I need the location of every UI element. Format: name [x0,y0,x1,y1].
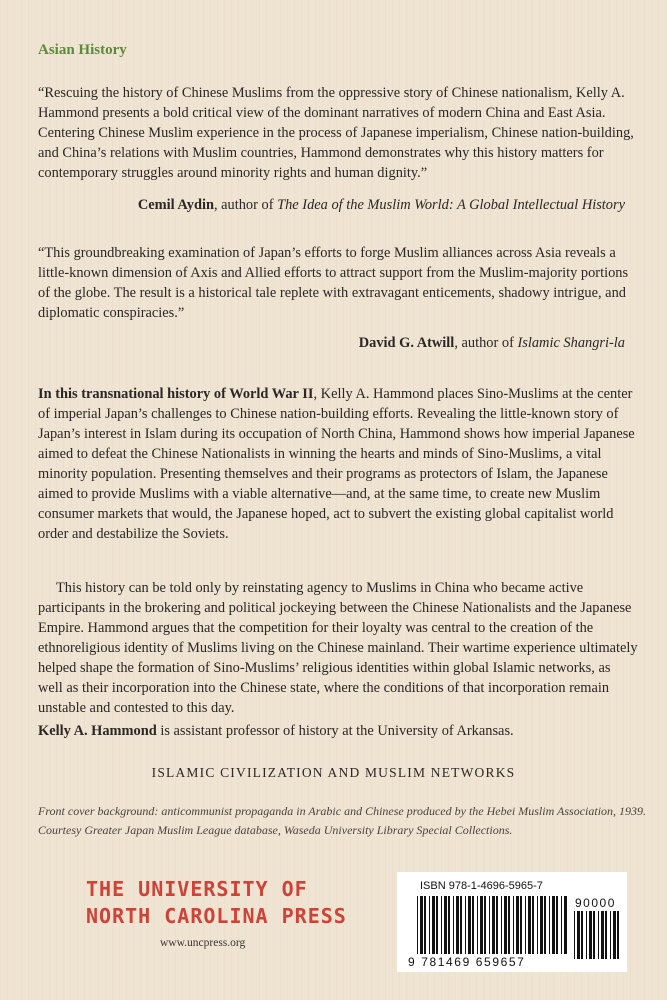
barcode-bar [429,896,430,954]
barcode-bar [444,896,447,954]
barcode-bar [601,911,604,959]
barcode-bar [613,911,616,959]
endorser-book-title: Islamic Shangri-la [517,335,625,351]
barcode-bar [468,896,471,954]
barcode-bar [480,896,483,954]
barcode-bar [577,911,580,959]
description-lead: In this transnational history of World War II [38,386,314,402]
barcode-digits: 9 781469 659657 [408,955,526,969]
barcode-bar [472,896,474,954]
barcode-bar [489,896,490,954]
barcode-image [417,896,567,954]
barcode-bar [441,896,442,954]
series-title: ISLAMIC CIVILIZATION AND MUSLIM NETWORKS [151,765,516,780]
barcode-bar [477,896,478,954]
barcode-bar [504,896,507,954]
barcode-bar [420,896,423,954]
barcode-bar [552,896,555,954]
barcode-bar [540,896,543,954]
barcode-bar [617,911,619,959]
barcode-bar [605,911,607,959]
cover-credit: Front cover background: anticommunist propaganda in Arabic and Chinese produced by the Hebei Muslim Association, 1939. Courtesy Greater Japan Muslim League database, Waseda University Library Special Collections. [38,804,647,837]
barcode-bar [456,896,459,954]
description-body: , Kelly A. Hammond places Sino-Muslims at the center of imperial Japan’s challenges to Chinese nation-building efforts. Revealing the little-known story of Japan’s interest in Islam during its occupation of North China, Hammond shows how imperial Japanese aimed to defeat the Chinese Nationalists in winning the hearts and minds of Sino-Muslims, a vital minority population. Presenting themselves and their programs as protectors of Islam, the Japanese aimed to provide Muslims with a viable alternative—and, at the same time, to create new Muslim consumer markets that would, the Japanese hoped, act to subvert the existing global capitalist world order and destabilize the Soviets. [38,386,635,542]
description-paragraph-1 [38,384,638,544]
barcode-bar [525,896,526,954]
barcode-bar [589,911,592,959]
barcode-bar [436,896,438,954]
endorser-role: , author of [213,197,278,213]
barcode-bar [448,896,450,954]
barcode-bar [544,896,546,954]
barcode-bar [465,896,466,954]
price-addon-barcode [574,911,620,959]
barcode-bar [492,896,495,954]
barcode-bar [549,896,550,954]
barcode-bar [484,896,486,954]
publisher-name-line-2: NORTH CAROLINA PRESS [86,904,347,928]
barcode-bar [610,911,611,959]
publisher-logo [86,876,347,930]
barcode-bar [501,896,502,954]
barcode-bar [417,896,418,954]
barcode-bar [581,911,583,959]
barcode-bar [537,896,538,954]
publisher-url: www.uncpress.org [160,937,246,949]
barcode-bar [532,896,534,954]
endorsement-quote-2: “This groundbreaking examination of Japan’s efforts to forge Muslim alliances across Asia reveals a little-known dimension of Axis and Allied efforts to attract support from the Muslim-majority portions of the globe. The result is a historical tale replete with extravagant enticements, shadowy intrigue, and diplomatic conspiracies.” [38,245,629,321]
endorser-name: David G. Atwill [358,335,455,351]
author-bio-text: is assistant professor of history at the University of Arkansas. [156,723,514,739]
endorsement-attribution-2 [359,335,625,352]
barcode-bar [496,896,498,954]
barcode-bar [453,896,454,954]
barcode-bar [561,896,562,954]
endorser-book-title: The Idea of the Muslim World: A Global Intellectual History [277,197,625,213]
barcode-bar [528,896,531,954]
category-label: Asian History [38,42,127,58]
barcode-bar [516,896,519,954]
description-paragraph-2: This history can be told only by reinstating agency to Muslims in China who became active participants in the brokering and political jockeying between the Chinese Nationalists and the Japanese Empire. Hammond argues that the competition for their loyalty was central to the creation of the ethnoreligious identity of Muslims living on the Chinese mainland. Their wartime experience ultimately helped shape the formation of Sino-Muslims’ religious identities within global Islamic networks, as well as their incorporation into the Chinese state, where the conditions of that incorporation remain unstable and contested to this day. [38,580,638,716]
barcode-bar [520,896,522,954]
barcode-bar [593,911,595,959]
barcode-bar [574,911,575,959]
endorsement-attribution-1 [138,197,625,214]
isbn-label: ISBN 978-1-4696-5965-7 [420,880,543,892]
author-name: Kelly A. Hammond [38,723,157,739]
barcode-bar [513,896,514,954]
barcode-bar [586,911,587,959]
barcode-bar [508,896,510,954]
barcode-bar [564,896,567,954]
barcode-bar [556,896,558,954]
barcode-bar [460,896,462,954]
author-bio [38,723,638,740]
endorser-role: , author of [454,335,518,351]
endorsement-quote-1: “Rescuing the history of Chinese Muslims from the oppressive story of Chinese nationalism, Kelly A. Hammond presents a bold critical view of the dominant narratives of modern China and East Asia. Centering Chinese Muslim experience in the process of Japanese imperialism, Chinese nation-building, and China’s relations with Muslim countries, Hammond demonstrates why this history matters for contemporary struggles around minority rights and human dignity.” [38,85,634,181]
price-code: 90000 [575,896,616,910]
publisher-name-line-1: THE UNIVERSITY OF [86,877,308,901]
endorser-name: Cemil Aydin [137,197,214,213]
barcode-bar [598,911,599,959]
barcode-bar [424,896,426,954]
barcode-bar [432,896,435,954]
